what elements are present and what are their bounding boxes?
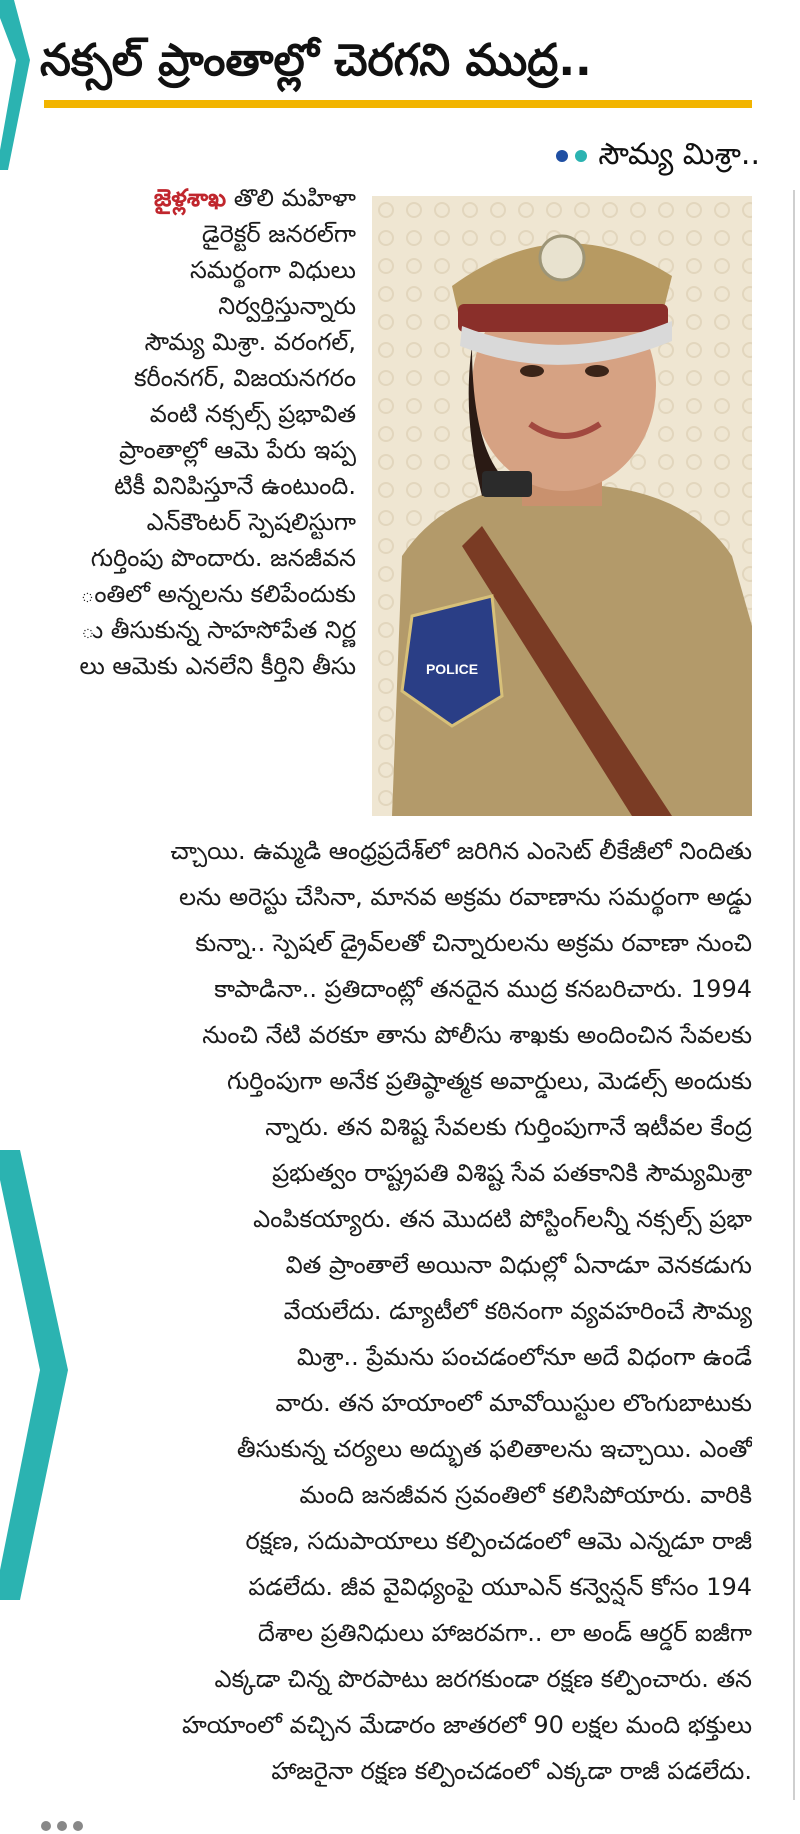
text-line: వంటి నక్సల్స్ ప్రభావిత	[149, 400, 356, 428]
text-line: జైళ్లశాఖ తొలి మహిళా	[153, 184, 356, 212]
column-divider	[793, 190, 795, 1800]
text-line: నుంచి నేటి వరకూ తాను పోలీసు శాఖకు అందించిన సేవలకు	[202, 1021, 752, 1049]
text-line: సౌమ్య మిశ్రా. వరంగల్,	[144, 328, 356, 356]
text-line: లు ఆమెకు ఎనలేని కీర్తిని తీసు	[79, 652, 356, 680]
text-line: సమర్థంగా విధులు	[189, 256, 356, 284]
text-line: ఎన్‌కౌంటర్ స్పెషలిస్టుగా	[146, 508, 356, 536]
text-line: న్నారు. తన విశిష్ట సేవలకు గుర్తింపుగానే ఇటీవల కేంద్ర	[265, 1113, 752, 1141]
text-line: ంతిలో అన్నలను కలిపేందుకు	[80, 580, 356, 608]
byline	[440, 135, 760, 175]
lead-word: జైళ్లశాఖ	[153, 184, 227, 212]
text-line: మిశ్రా.. ప్రేమను పంచడంలోనూ అదే విధంగా ఉండే	[296, 1343, 752, 1371]
police-badge-text: POLICE	[425, 661, 479, 677]
text-line: మంది జనజీవన స్రవంతిలో కలిసిపోయారు. వారికి	[299, 1481, 752, 1509]
text-line: టికీ వినిపిస్తూనే ఉంటుంది.	[114, 472, 356, 500]
article-wide-column	[20, 828, 752, 1794]
text-line: వేయలేదు. డ్యూటీలో కఠినంగా వ్యవహరించే సౌమ్య	[283, 1297, 752, 1325]
text-line: ు తీసుకున్న సాహసోపేత నిర్ణ	[80, 616, 356, 644]
byline-name: సౌమ్య మిశ్రా..	[598, 137, 760, 172]
article-narrow-column	[20, 180, 356, 684]
officer-portrait-photo	[372, 196, 752, 816]
text-line: తీసుకున్న చర్యలు అద్భుత ఫలితాలను ఇచ్చాయి. ఎంతో	[236, 1435, 752, 1463]
text-line: ఎంపికయ్యారు. తన మొదటి పోస్టింగ్‌లన్నీ నక్సల్స్ ప్రభా	[253, 1205, 752, 1233]
left-chevron-decoration-top	[0, 0, 30, 170]
officer-portrait-icon	[372, 196, 752, 816]
text-line: చ్చాయి. ఉమ్మడి ఆంధ్రప్రదేశ్‌లో జరిగిన ఎంసెట్ లీకేజీలో నిందితు	[170, 837, 752, 865]
text-line: హయాంలో వచ్చిన మేడారం జాతరలో 90 లక్షల మంది భక్తులు	[181, 1711, 752, 1739]
text-line: ప్రాంతాల్లో ఆమె పేరు ఇప్ప	[119, 436, 356, 464]
text-line: విత ప్రాంతాలే అయినా విధుల్లో ఏనాడూ వెనకడుగు	[285, 1251, 752, 1279]
text-line: కాపాడినా.. ప్రతిదాంట్లో తనదైన ముద్ర కనబరిచారు. 1994	[214, 975, 752, 1003]
text-line: దేశాల ప్రతినిధులు హాజరవగా.. లా అండ్ ఆర్డర్ ఐజీగా	[257, 1619, 752, 1647]
headline-underline	[44, 100, 752, 108]
text-line: డైరెక్టర్ జనరల్‌గా	[201, 220, 356, 248]
headline: నక్సల్ ప్రాంతాల్లో చెరగని ముద్ర..	[40, 35, 592, 86]
text-line: గుర్తింపుగా అనేక ప్రతిష్ఠాత్మక అవార్డులు, మెడల్స్ అందుకు	[227, 1067, 752, 1095]
text-line: కరీంనగర్, విజయనగరం	[134, 364, 356, 392]
text-line: రక్షణ, సదుపాయాలు కల్పించడంలో ఆమె ఎన్నడూ రాజీ	[245, 1527, 752, 1555]
text-line: వారు. తన హయాంలో మావోయిస్టుల లొంగుబాటుకు	[275, 1389, 752, 1417]
text-line: కున్నా.. స్పెషల్ డ్రైవ్‌లతో చిన్నారులను అక్రమ రవాణా నుంచి	[195, 929, 752, 957]
text-line: పడలేదు. జీవ వైవిధ్యంపై యూఎన్ కన్వెన్షన్ కోసం 194	[248, 1573, 752, 1601]
text-line: ఎక్కడా చిన్న పొరపాటు జరగకుండా రక్షణ కల్పించారు. తన	[214, 1665, 752, 1693]
byline-dots-icon	[554, 149, 592, 163]
footer-dots-icon	[40, 1820, 100, 1832]
text-line: గుర్తింపు పొందారు. జనజీవన	[90, 544, 356, 572]
text-line: లను అరెస్టు చేసినా, మానవ అక్రమ రవాణాను సమర్థంగా అడ్డు	[179, 883, 752, 911]
text-line: నిర్వర్తిస్తున్నారు	[218, 292, 356, 320]
text-line: ప్రభుత్వం రాష్ట్రపతి విశిష్ట సేవ పతకానికి సౌమ్యమిశ్రా	[272, 1159, 752, 1187]
text-line: హాజరైనా రక్షణ కల్పించడంలో ఎక్కడా రాజీ పడలేదు.	[271, 1757, 752, 1785]
